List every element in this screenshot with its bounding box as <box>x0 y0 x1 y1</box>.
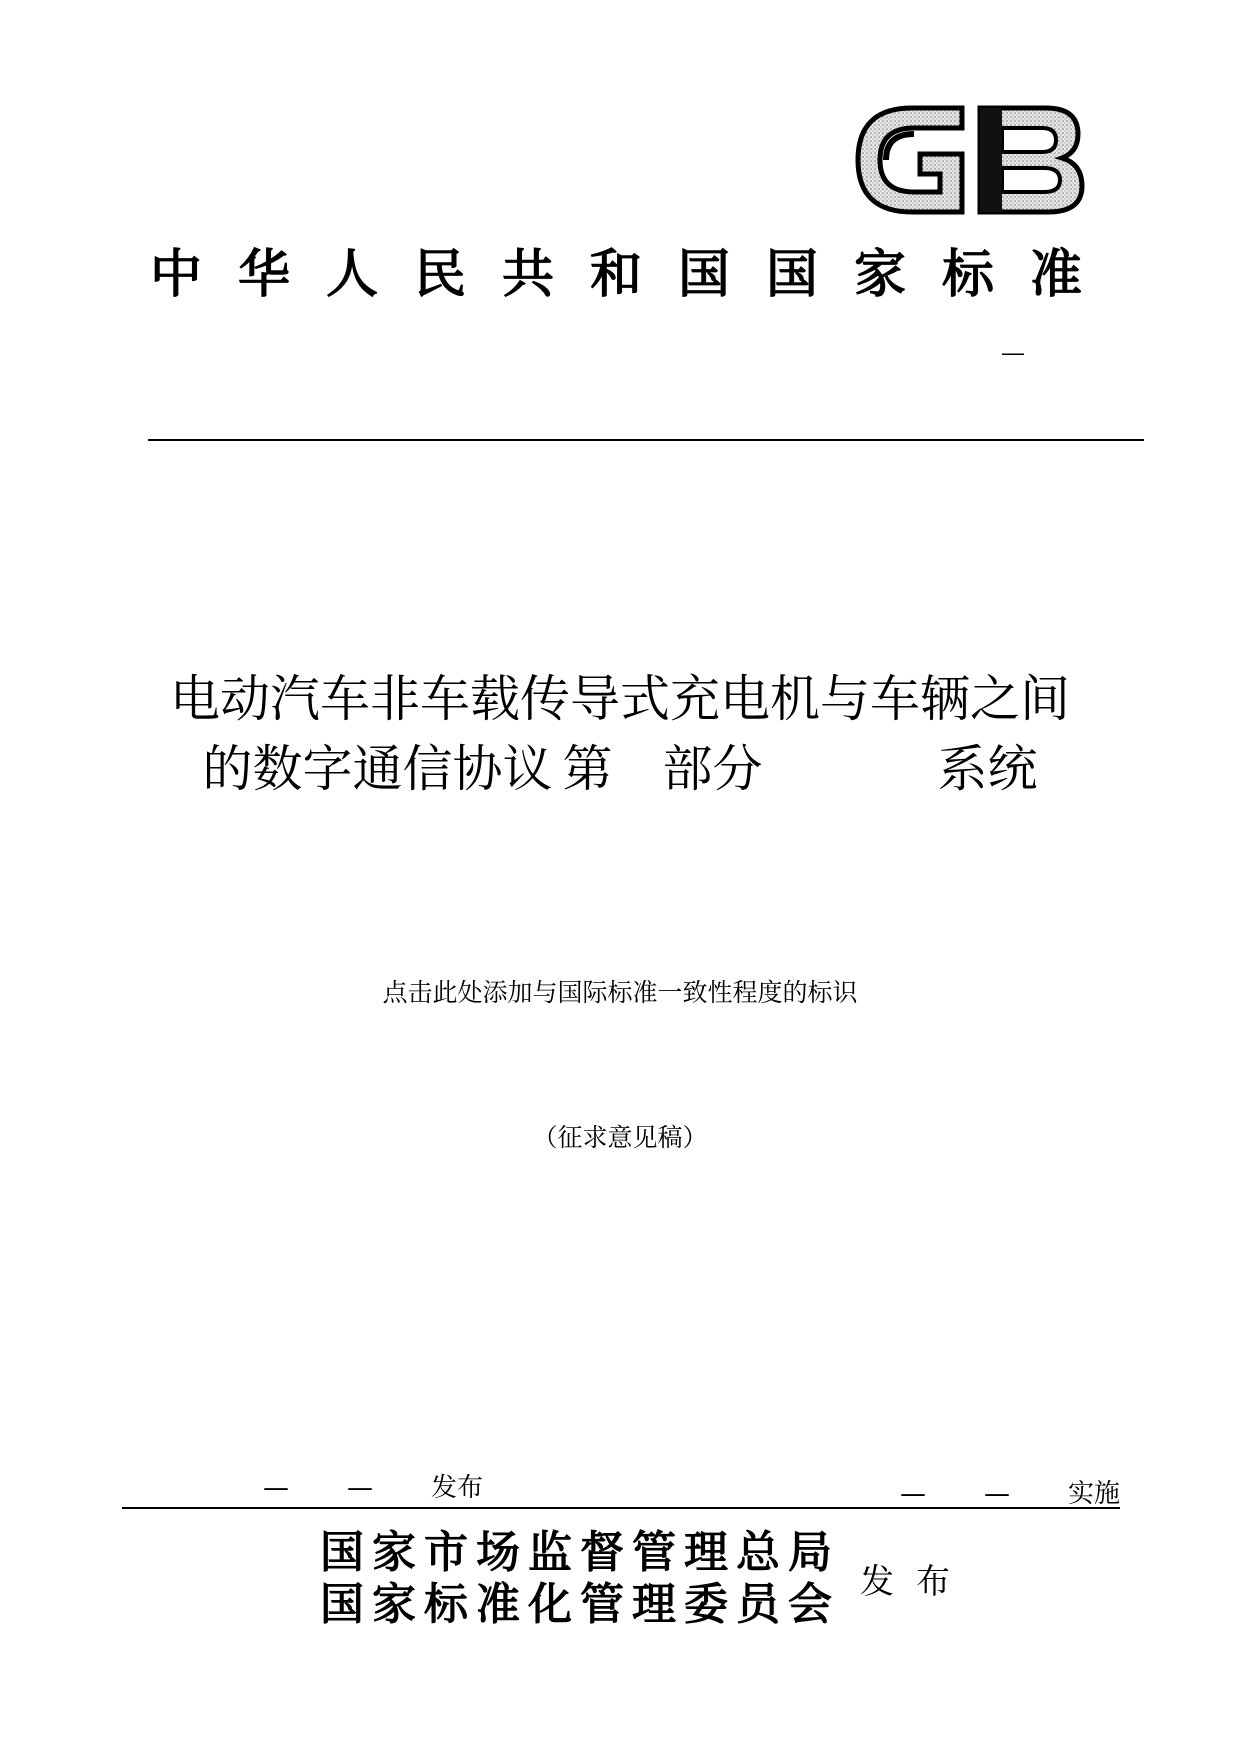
publish-date-dash-2: — <box>347 1473 373 1503</box>
standard-title: 中华人民共和国国家标准 <box>150 245 1119 305</box>
top-rule <box>148 439 1144 441</box>
consistency-note: 点击此处添加与国际标准一致性程度的标识 <box>382 978 858 1007</box>
issued-label: 发布 <box>860 1562 972 1602</box>
title-part-a: 的数字通信协议 <box>202 740 553 798</box>
issuer-line-1: 国家市场监督管理总局 <box>320 1527 840 1578</box>
issuer-line-2: 国家标准化管理委员会 <box>320 1579 840 1630</box>
bottom-rule <box>122 1507 1120 1509</box>
publish-date-dash-1: — <box>263 1473 289 1503</box>
draft-note: （征求意见稿） <box>532 1123 708 1152</box>
publish-date <box>263 1467 483 1504</box>
implement-label: 实施 <box>1068 1479 1121 1509</box>
title-part-d: 系统 <box>937 740 1038 798</box>
gb-logo <box>850 100 1090 220</box>
document-title-line-2 <box>0 738 1240 800</box>
title-part-b: 第 <box>562 740 613 798</box>
publish-label: 发布 <box>431 1473 484 1503</box>
implement-date <box>900 1473 1120 1510</box>
implement-date-dash-2: — <box>984 1479 1010 1509</box>
title-part-c: 部分 <box>662 740 763 798</box>
standard-number-dash: — <box>1002 340 1024 365</box>
document-title-line-1: 电动汽车非车载传导式充电机与车辆之间 <box>170 670 1070 728</box>
implement-date-dash-1: — <box>900 1479 926 1509</box>
